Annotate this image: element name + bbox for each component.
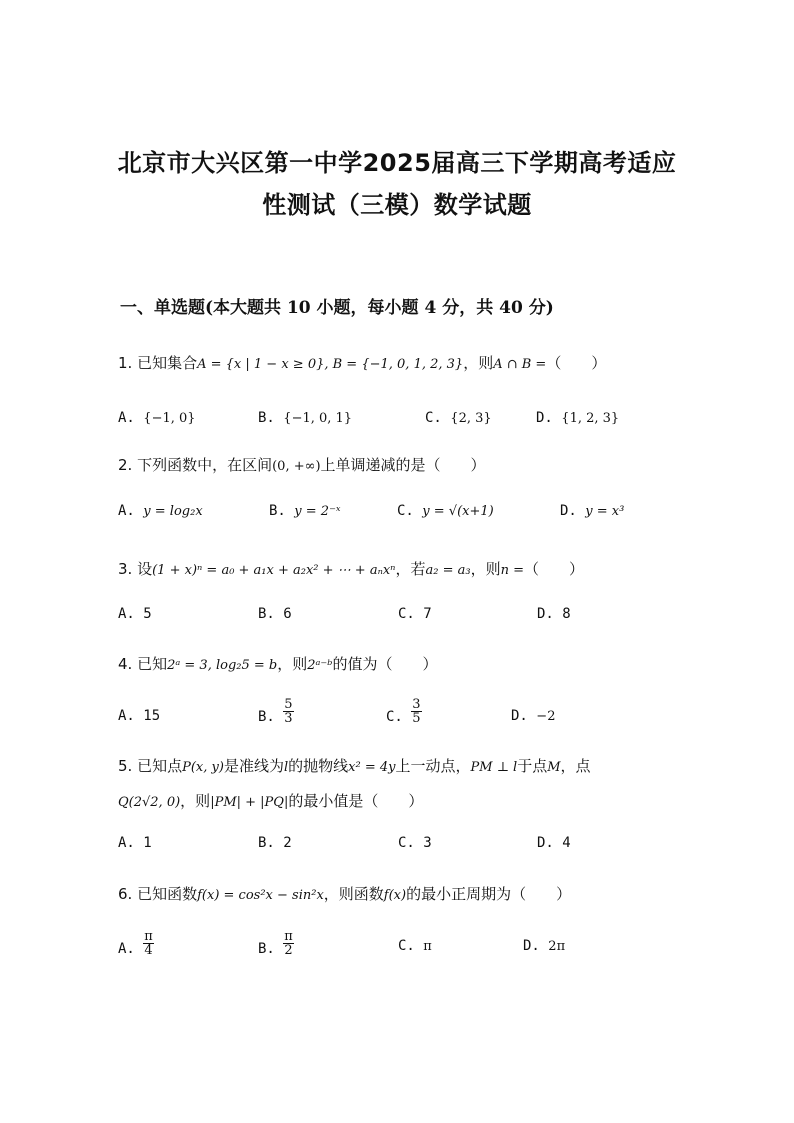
option-label: D. bbox=[536, 410, 553, 426]
option-a bbox=[118, 606, 152, 622]
option-b bbox=[258, 698, 294, 725]
question-text: 的最小值是（ ） bbox=[288, 792, 424, 810]
numerator: 5 bbox=[284, 697, 293, 712]
question-text: 的值为（ ） bbox=[332, 655, 438, 673]
option-value: y = log₂x bbox=[143, 504, 203, 519]
option-value: 4 bbox=[562, 835, 571, 851]
math-expression: M bbox=[547, 760, 561, 775]
option-label: A. bbox=[118, 606, 135, 622]
option-c bbox=[398, 606, 432, 622]
math-expression: (0, +∞) bbox=[272, 459, 321, 474]
math-expression: 2ᵃ⁻ᵇ bbox=[307, 658, 333, 673]
option-value: 2 bbox=[283, 835, 292, 851]
option-value: {1, 2, 3} bbox=[561, 411, 620, 426]
math-expression: P(x, y) bbox=[182, 760, 224, 775]
option-a bbox=[118, 930, 154, 957]
option-label: B. bbox=[258, 606, 275, 622]
option-label: C. bbox=[425, 410, 442, 426]
option-c bbox=[398, 938, 432, 954]
option-a bbox=[118, 503, 203, 519]
question-2 bbox=[118, 454, 486, 475]
option-c bbox=[397, 503, 494, 519]
option-d bbox=[511, 708, 555, 724]
question-number: 2. bbox=[118, 456, 133, 474]
question-number: 3. bbox=[118, 560, 133, 578]
denominator: 4 bbox=[144, 943, 153, 958]
question-1 bbox=[118, 352, 606, 373]
option-label: B. bbox=[258, 410, 275, 426]
question-3 bbox=[118, 558, 584, 579]
option-label: D. bbox=[537, 835, 554, 851]
option-d bbox=[523, 938, 565, 954]
question-number: 1. bbox=[118, 354, 133, 372]
question-text: ，则 bbox=[277, 655, 308, 673]
question-text: 设 bbox=[137, 560, 153, 578]
question-5 bbox=[118, 755, 591, 776]
question-number: 6. bbox=[118, 885, 133, 903]
option-value: {−1, 0} bbox=[143, 411, 196, 426]
question-4 bbox=[118, 653, 437, 674]
option-value: 15 bbox=[143, 708, 161, 724]
option-label: A. bbox=[118, 503, 135, 519]
option-value: π bbox=[423, 939, 432, 954]
question-text: 上单调递减的是（ ） bbox=[320, 456, 486, 474]
option-label: B. bbox=[258, 835, 275, 851]
option-label: D. bbox=[511, 708, 528, 724]
option-value: 2π bbox=[548, 939, 566, 954]
math-expression: f(x) = cos²x − sin²x bbox=[197, 888, 324, 903]
question-number: 5. bbox=[118, 757, 133, 775]
option-value: 6 bbox=[283, 606, 292, 622]
math-expression: A ∩ B = bbox=[493, 357, 547, 372]
question-text: 上一动点， bbox=[395, 757, 471, 775]
question-text: ，则函数 bbox=[323, 885, 384, 903]
question-text: ，则 bbox=[180, 792, 211, 810]
option-d bbox=[560, 503, 624, 519]
question-number: 4. bbox=[118, 655, 133, 673]
math-expression: f(x) bbox=[383, 888, 407, 903]
option-c bbox=[386, 698, 422, 725]
option-label: B. bbox=[258, 941, 275, 957]
math-expression: Q(2√2, 0) bbox=[118, 795, 181, 810]
numerator: π bbox=[144, 929, 153, 944]
option-value: 3 bbox=[423, 835, 432, 851]
option-label: D. bbox=[523, 938, 540, 954]
question-text: 的最小正周期为（ ） bbox=[406, 885, 572, 903]
option-value: 8 bbox=[562, 606, 571, 622]
question-text: 于点 bbox=[517, 757, 548, 775]
option-label: C. bbox=[398, 606, 415, 622]
option-value: y = √(x+1) bbox=[422, 504, 494, 519]
question-6 bbox=[118, 883, 571, 904]
option-b bbox=[258, 835, 292, 851]
question-text: ，若 bbox=[395, 560, 426, 578]
denominator: 5 bbox=[412, 711, 421, 726]
option-d bbox=[536, 410, 619, 426]
section-heading: 一、单选题(本大题共 10 小题，每小题 4 分，共 40 分) bbox=[120, 298, 554, 318]
option-a bbox=[118, 410, 196, 426]
question-text: 是准线为 bbox=[223, 757, 284, 775]
question-text: 的抛物线 bbox=[288, 757, 349, 775]
option-value: y = 2⁻ˣ bbox=[294, 504, 341, 519]
option-value: −2 bbox=[536, 709, 556, 724]
option-value: y = x³ bbox=[585, 504, 625, 519]
question-text: ，则 bbox=[470, 560, 501, 578]
option-label: D. bbox=[560, 503, 577, 519]
question-text: ，则 bbox=[463, 354, 494, 372]
option-value: {−1, 0, 1} bbox=[283, 411, 353, 426]
math-expression: a₂ = a₃ bbox=[425, 563, 471, 578]
option-label: D. bbox=[537, 606, 554, 622]
option-value: 1 bbox=[143, 835, 152, 851]
option-label: C. bbox=[398, 938, 415, 954]
option-b bbox=[258, 410, 352, 426]
question-text: 已知点 bbox=[137, 757, 183, 775]
option-label: C. bbox=[397, 503, 414, 519]
math-expression: l bbox=[283, 760, 289, 775]
numerator: π bbox=[284, 929, 293, 944]
math-expression: 2ᵃ = 3, log₂5 = b bbox=[167, 658, 278, 673]
question-5-continued bbox=[118, 790, 423, 811]
question-text: 已知 bbox=[137, 655, 168, 673]
option-value: 5 bbox=[143, 606, 152, 622]
question-text: ，点 bbox=[560, 757, 591, 775]
question-text: 已知集合 bbox=[137, 354, 198, 372]
option-label: C. bbox=[398, 835, 415, 851]
math-expression: A = {x | 1 − x ≥ 0}, B = {−1, 0, 1, 2, 3} bbox=[197, 357, 464, 372]
numerator: 3 bbox=[412, 697, 421, 712]
exam-title-line2: 性测试（三模）数学试题 bbox=[262, 191, 532, 219]
option-b bbox=[258, 930, 294, 957]
option-c bbox=[425, 410, 492, 426]
option-label: A. bbox=[118, 410, 135, 426]
question-text: 下列函数中，在区间 bbox=[137, 456, 273, 474]
math-expression: |PM| + |PQ| bbox=[210, 795, 289, 810]
option-a bbox=[118, 835, 152, 851]
math-expression: n = bbox=[500, 563, 524, 578]
option-b bbox=[269, 503, 341, 519]
option-value: {2, 3} bbox=[450, 411, 492, 426]
option-a bbox=[118, 708, 160, 724]
math-expression: PM ⊥ l bbox=[470, 760, 518, 775]
answer-blank: （ ） bbox=[546, 354, 607, 372]
option-label: A. bbox=[118, 708, 135, 724]
option-b bbox=[258, 606, 292, 622]
option-d bbox=[537, 835, 571, 851]
fraction bbox=[411, 698, 421, 725]
fraction bbox=[283, 930, 294, 957]
math-expression: (1 + x)ⁿ = a₀ + a₁x + a₂x² + ⋯ + aₙxⁿ bbox=[152, 563, 396, 578]
fraction bbox=[143, 930, 154, 957]
question-text: 已知函数 bbox=[137, 885, 198, 903]
option-label: C. bbox=[386, 709, 403, 725]
option-label: A. bbox=[118, 941, 135, 957]
math-expression: x² = 4y bbox=[348, 760, 396, 775]
option-c bbox=[398, 835, 432, 851]
denominator: 3 bbox=[284, 711, 293, 726]
option-label: B. bbox=[258, 709, 275, 725]
option-value: 7 bbox=[423, 606, 432, 622]
exam-title-line1: 北京市大兴区第一中学2025届高三下学期高考适应 bbox=[117, 149, 677, 177]
denominator: 2 bbox=[284, 943, 293, 958]
option-label: A. bbox=[118, 835, 135, 851]
option-label: B. bbox=[269, 503, 286, 519]
fraction bbox=[283, 698, 293, 725]
option-d bbox=[537, 606, 571, 622]
answer-blank: （ ） bbox=[523, 560, 584, 578]
